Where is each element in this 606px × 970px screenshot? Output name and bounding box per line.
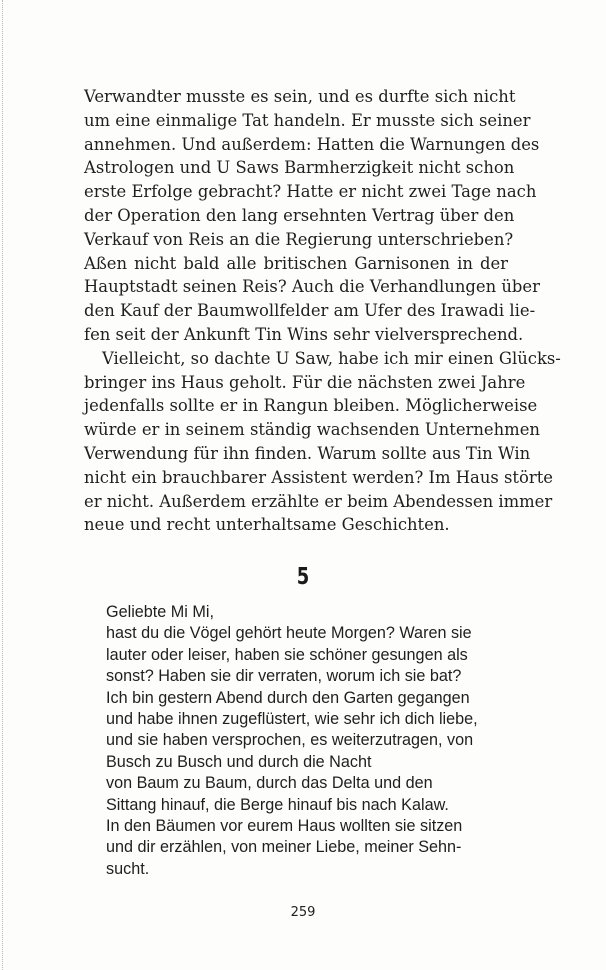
prose-line: Verwendung für ihn finden. Warum sollte aus Tin Win [84,443,531,463]
letter-line: und dir erzählen, von meiner Liebe, meiner Sehn- [106,838,462,857]
prose-line: jedenfalls sollte er in Rangun bleiben. Möglicherweise [84,396,538,416]
letter-line: lauter oder leiser, haben sie schöner gesungen als [106,645,468,664]
prose-line: den Kauf der Baumwollfelder am Ufer des Irawadi lie- [84,301,536,321]
prose-line: annehmen. Und außerdem: Hatten die Warnungen des [84,134,540,154]
prose-line: Verkauf von Reis an die Regierung unterschrieben? [84,229,514,249]
prose-line: erste Erfolge gebracht? Hatte er nicht zwei Tage nach [84,182,537,202]
prose-line: um eine einmalige Tat handeln. Er musste sich seiner [84,110,531,130]
prose-line: Vielleicht, so dachte U Saw, habe ich mir einen Glücks- [102,348,561,368]
prose-line: Hauptstadt seinen Reis? Auch die Verhandlungen über [84,277,540,297]
prose-line: Astrologen und U Saws Barmherzigkeit nicht schon [84,158,515,178]
letter-line: und habe ihnen zugeflüstert, wie sehr ich dich liebe, [106,709,478,728]
letter-line: und sie haben versprochen, es weiterzutragen, von [106,731,474,750]
letter-line: sonst? Haben sie dir verraten, worum ich sie bat? [106,667,462,686]
prose-line: fen seit der Ankunft Tin Wins sehr vielversprechend. [84,324,524,344]
prose-line: bringer ins Haus geholt. Für die nächsten zwei Jahre [84,372,526,392]
prose-line: nicht ein brauchbarer Assistent werden? Im Haus störte [84,467,553,487]
prose-line: würde er in seinem ständig wachsenden Unternehmen [84,420,540,440]
chapter-heading: 5 [296,564,310,590]
letter-block [106,602,506,880]
letter-line: Sittang hinauf, die Berge hinauf bis nach Kalaw. [106,795,449,814]
letter-line: sucht. [106,859,150,878]
page-edge-divider [2,0,3,970]
prose-line: neue und recht unterhaltsame Geschichten. [84,515,450,535]
letter-line: Busch zu Busch und durch die Nacht [106,752,372,771]
prose-line: Aßen nicht bald alle britischen Garnisonen in der [84,253,508,273]
prose-line: Verwandter musste es sein, und es durfte sich nicht [84,87,516,106]
prose-paragraphs [84,85,561,537]
letter-line: hast du die Vögel gehört heute Morgen? Waren sie [106,624,472,643]
prose-line: der Operation den lang ersehnten Vertrag über den [84,205,515,225]
letter-line: Ich bin gestern Abend durch den Garten gegangen [106,688,470,707]
letter-line: In den Bäumen vor eurem Haus wollten sie sitzen [106,816,463,835]
letter-line: Geliebte Mi Mi, [106,603,214,621]
prose-line: er nicht. Außerdem erzählte er beim Abendessen immer [84,491,553,511]
letter-line: von Baum zu Baum, durch das Delta und den [106,774,433,793]
page-number: 259 [290,905,316,920]
